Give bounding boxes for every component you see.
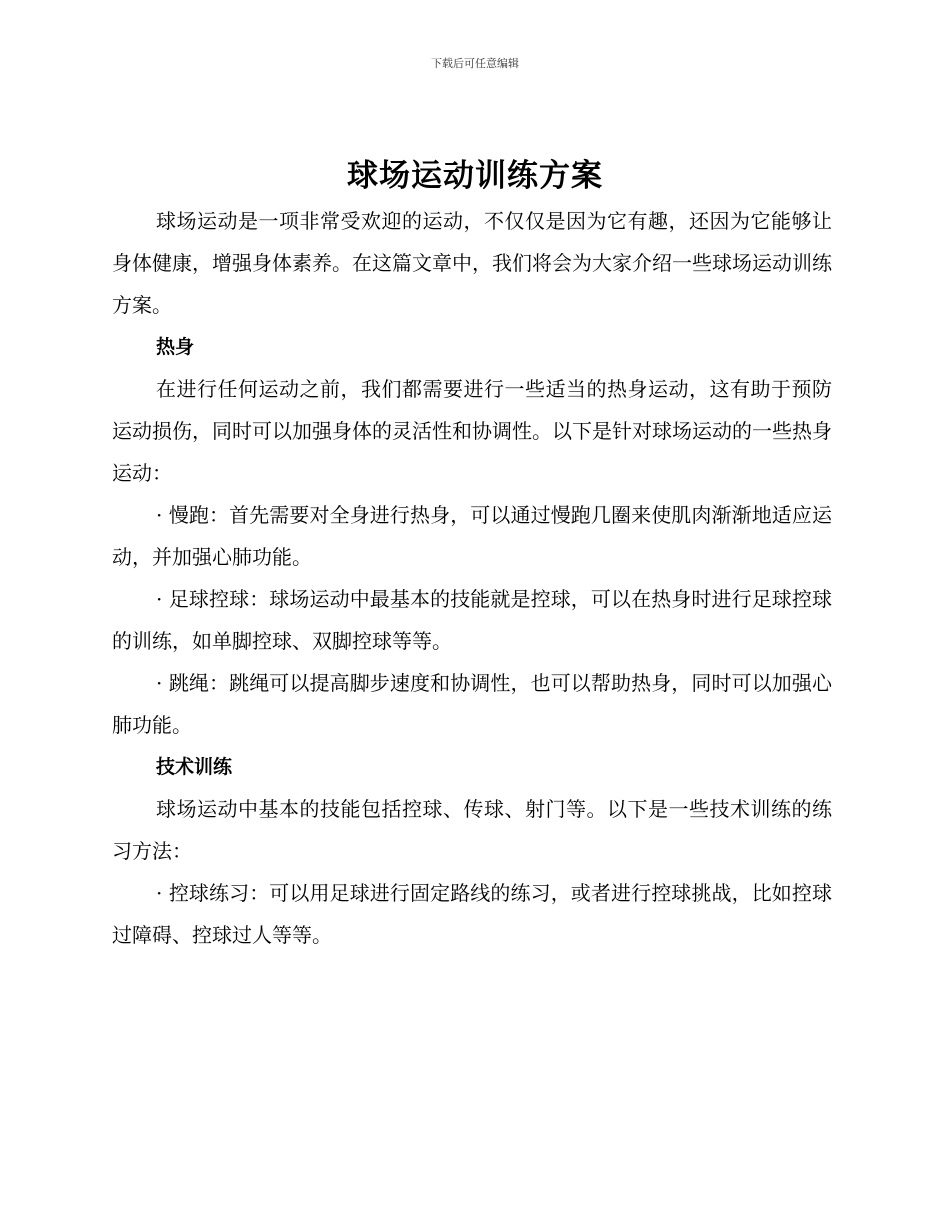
intro-paragraph: 球场运动是一项非常受欢迎的运动，不仅仅是因为它有趣，还因为它能够让身体健康，增强身体素养。在这篇文章中，我们将会为大家介绍一些球场运动训练方案。: [112, 209, 832, 317]
technique-item-ball-control-practice: · 控球练习：可以用足球进行固定路线的练习，或者进行控球挑战，比如控球过障碍、控球过人等等。: [112, 881, 832, 947]
section-heading-technique: 技术训练: [156, 756, 233, 778]
warmup-item-jump-rope: · 跳绳：跳绳可以提高脚步速度和协调性，也可以帮助热身，同时可以加强心肺功能。: [112, 671, 832, 737]
technique-intro-paragraph: 球场运动中基本的技能包括控球、传球、射门等。以下是一些技术训练的练习方法：: [112, 797, 832, 863]
page-header-note: 下载后可任意编辑: [431, 57, 519, 70]
document-title: 球场运动训练方案: [347, 158, 603, 194]
section-heading-warmup: 热身: [156, 336, 195, 358]
warmup-intro-paragraph: 在进行任何运动之前，我们都需要进行一些适当的热身运动，这有助于预防运动损伤，同时可以加强身体的灵活性和协调性。以下是针对球场运动的一些热身运动：: [112, 377, 832, 485]
warmup-item-jogging: · 慢跑：首先需要对全身进行热身，可以通过慢跑几圈来使肌肉渐渐地适应运动，并加强心肺功能。: [112, 503, 832, 569]
warmup-item-ball-control: · 足球控球：球场运动中最基本的技能就是控球，可以在热身时进行足球控球的训练，如单脚控球、双脚控球等等。: [112, 587, 832, 653]
document-body: [112, 200, 832, 956]
